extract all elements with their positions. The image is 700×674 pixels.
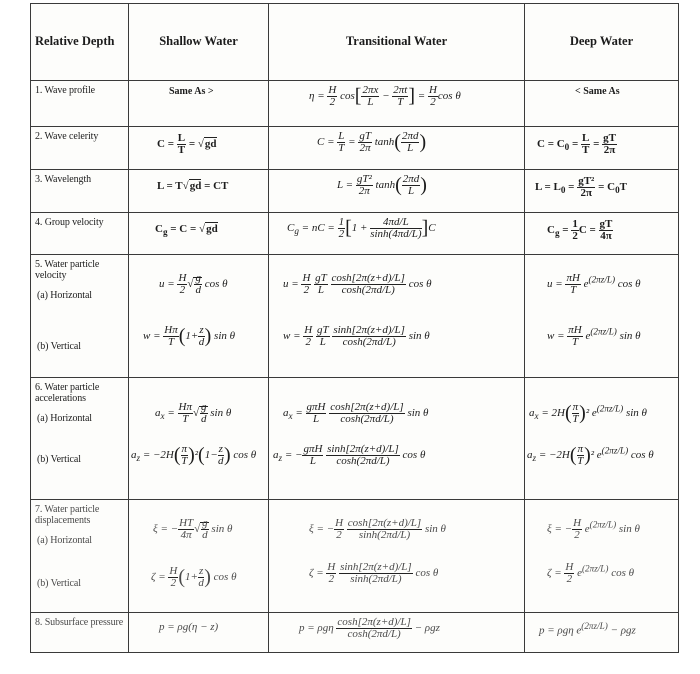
wavelength-deep-eq: $L = L_0$ = $\frac{\text{gT²}}{2\pi}$ = $C_0T$	[535, 174, 627, 199]
disp-transitional-h-eq: ξ = − $\frac{H}{2}$ $\frac{\cosh[2\pi(z+d)/L]}{\sinh(2\pi d/L)}$ sin θ	[309, 516, 446, 541]
particle-accel-transitional	[269, 378, 525, 499]
disp-deep-h-eq: ξ = − $\frac{H}{2}$ $e^{(2\pi z/L)}$ sin θ	[547, 516, 640, 541]
particle-disp-horizontal-label: (a) Horizontal	[37, 534, 92, 546]
particle-accel-label-cell	[31, 378, 129, 499]
particle-disp-label: 7. Water particle displacements	[35, 503, 100, 526]
group-velocity-deep-eq: $C_g$ = $\frac{1}{2}$ C = $\frac{gT}{4\pi}$	[547, 217, 613, 242]
disp-transitional-v-eq: ζ = $\frac{H}{2}$ $\frac{\sinh[2\pi(z+d)/L]}{\sinh(2\pi d/L)}$ cos θ	[309, 560, 439, 585]
accel-shallow-h-eq: $a_x$ = $\frac{H\pi}{T}$ √ $\frac{g}{d}$ sin θ	[155, 401, 232, 426]
wavelength-shallow-eq: L = T√gd = CT	[157, 179, 229, 192]
wave-celerity-deep	[525, 127, 679, 170]
disp-shallow-h-eq: ξ = − $\frac{HT}{4\pi}$ √ $\frac{g}{d}$ sin θ	[153, 516, 233, 541]
celerity-transitional-eq: C = $\frac{L}{T}$ = $\frac{gT}{2\pi}$ tanh( $\frac{2\pi d}{L}$ )	[317, 130, 427, 155]
subsurface-pressure-transitional	[269, 612, 525, 653]
subsurface-pressure-label: 8. Subsurface pressure	[31, 612, 129, 653]
velocity-shallow-h-eq: u = $\frac{H}{2}$ √ $\frac{g}{d}$ cos θ	[159, 272, 228, 297]
linear-wave-theory-table	[30, 3, 679, 653]
celerity-shallow-eq: C = $\frac{L}{T}$ = √gd	[157, 132, 217, 157]
shallow-water-header: Shallow Water	[129, 4, 269, 81]
celerity-deep-eq: $C = C_0$ = $\frac{L}{T}$ = $\frac{gT}{2\pi}$	[537, 132, 616, 157]
group-velocity-shallow-eq: $C_g = C = √gd$	[155, 222, 218, 237]
wavelength-transitional	[269, 169, 525, 212]
wavelength-deep	[525, 169, 679, 212]
wave-profile-transitional	[269, 80, 525, 127]
wave-profile-equation: η = $\frac{H}{2}$ cos[ $\frac{2\pi x}{L}$ − $\frac{2\pi t}{T}$ ] = $\frac{H}{2}$ cos θ	[309, 83, 461, 108]
header-row	[31, 4, 679, 81]
wave-profile-label: 1. Wave profile	[31, 80, 129, 127]
accel-deep-v-eq: $a_z = -2H$( $\frac{\pi}{T}$ )² $e^{(2\pi z/L)}$ cos θ	[527, 443, 654, 468]
particle-velocity-shallow	[129, 255, 269, 378]
subsurface-pressure-shallow	[129, 612, 269, 653]
particle-disp-deep	[525, 499, 679, 612]
particle-disp-shallow	[129, 499, 269, 612]
particle-velocity-label-cell	[31, 255, 129, 378]
group-velocity-label: 4. Group velocity	[31, 212, 129, 255]
wave-celerity-shallow	[129, 127, 269, 170]
velocity-deep-v-eq: w = $\frac{\pi H}{T}$ $e^{(2\pi z/L)}$ sin θ	[547, 324, 641, 349]
wave-profile-deep-text: < Same As	[575, 85, 620, 97]
accel-transitional-h-eq: $a_x$ = $\frac{\text{gπH}}{L}$ $\frac{\cosh[2\pi(z+d)/L]}{\cosh(2\pi d/L)}$ sin θ	[283, 401, 429, 426]
velocity-transitional-v-eq: w = $\frac{H}{2}$ $\frac{gT}{L}$ $\frac{\sinh[2\pi(z+d)/L]}{\cosh(2\pi d/L)}$ sin θ	[283, 324, 430, 349]
wave-celerity-label: 2. Wave celerity	[31, 127, 129, 170]
particle-velocity-deep	[525, 255, 679, 378]
velocity-deep-h-eq: u = $\frac{\pi H}{T}$ $e^{(2\pi z/L)}$ cos θ	[547, 272, 641, 297]
wave-celerity-transitional	[269, 127, 525, 170]
particle-accel-label: 6. Water particle accelerations	[35, 382, 100, 405]
relative-depth-header: Relative Depth	[31, 4, 129, 81]
wave-profile-shallow-text: Same As >	[169, 85, 214, 97]
particle-disp-transitional	[269, 499, 525, 612]
particle-velocity-transitional	[269, 255, 525, 378]
particle-accel-deep	[525, 378, 679, 499]
row-wave-celerity	[31, 127, 679, 170]
row-group-velocity	[31, 212, 679, 255]
deep-water-header: Deep Water	[525, 4, 679, 81]
particle-disp-label-cell	[31, 499, 129, 612]
accel-deep-h-eq: $a_x = 2H$( $\frac{\pi}{T}$ )² $e^{(2\pi z/L)}$ sin θ	[529, 401, 647, 426]
velocity-shallow-v-eq: w = $\frac{H\pi}{T}$ (1+ $\frac{z}{d}$ ) sin θ	[143, 324, 236, 349]
group-velocity-transitional-eq: $C_g$ = nC = $\frac{1}{2}$ [1 + $\frac{4\pi d/L}{\sinh(4\pi d/L)}$ ]C	[287, 215, 436, 240]
subsurface-pressure-deep	[525, 612, 679, 653]
particle-accel-vertical-label: (b) Vertical	[37, 454, 81, 466]
wavelength-label: 3. Wavelength	[31, 169, 129, 212]
particle-velocity-label: 5. Water particle velocity	[35, 259, 100, 282]
group-velocity-transitional	[269, 212, 525, 255]
accel-shallow-v-eq: $a_z = -2H$( $\frac{\pi}{T}$ )²(1− $\frac{z}{d}$ ) cos θ	[131, 443, 257, 468]
wave-profile-shallow	[129, 80, 269, 127]
velocity-transitional-h-eq: u = $\frac{H}{2}$ $\frac{gT}{L}$ $\frac{\cosh[2\pi(z+d)/L]}{\cosh(2\pi d/L)}$ cos θ	[283, 272, 432, 297]
wavelength-transitional-eq: L = $\frac{\text{gT²}}{2\pi}$ tanh( $\frac{2\pi d}{L}$ )	[337, 172, 427, 197]
particle-velocity-vertical-label: (b) Vertical	[37, 341, 81, 353]
particle-velocity-horizontal-label: (a) Horizontal	[37, 290, 92, 302]
pressure-deep-eq: p = ρgη $e^{(2\pi z/L)} - \rho gz$	[539, 620, 636, 637]
particle-accel-horizontal-label: (a) Horizontal	[37, 413, 92, 425]
wave-profile-deep	[525, 80, 679, 127]
pressure-transitional-eq: p = ρgη $\frac{\cosh[2\pi(z+d)/L]}{\cosh(2\pi d/L)}$ − ρgz	[299, 615, 440, 640]
group-velocity-shallow	[129, 212, 269, 255]
transitional-water-header: Transitional Water	[269, 4, 525, 81]
row-subsurface-pressure	[31, 612, 679, 653]
disp-deep-v-eq: ζ = $\frac{H}{2}$ $e^{(2\pi z/L)}$ cos θ	[547, 560, 635, 585]
wavelength-shallow	[129, 169, 269, 212]
row-particle-disp	[31, 499, 679, 612]
accel-transitional-v-eq: $a_z$ = − $\frac{\text{gπH}}{L}$ $\frac{\sinh[2\pi(z+d)/L]}{\cosh(2\pi d/L)}$ cos θ	[273, 443, 426, 468]
pressure-shallow-eq: p = ρg(η − z)	[159, 620, 219, 633]
row-particle-velocity	[31, 255, 679, 378]
row-particle-accel	[31, 378, 679, 499]
particle-disp-vertical-label: (b) Vertical	[37, 577, 81, 589]
disp-shallow-v-eq: ζ = $\frac{H}{2}$ (1+ $\frac{z}{d}$ ) cos θ	[151, 564, 237, 589]
particle-accel-shallow	[129, 378, 269, 499]
group-velocity-deep	[525, 212, 679, 255]
row-wave-profile	[31, 80, 679, 127]
row-wavelength	[31, 169, 679, 212]
